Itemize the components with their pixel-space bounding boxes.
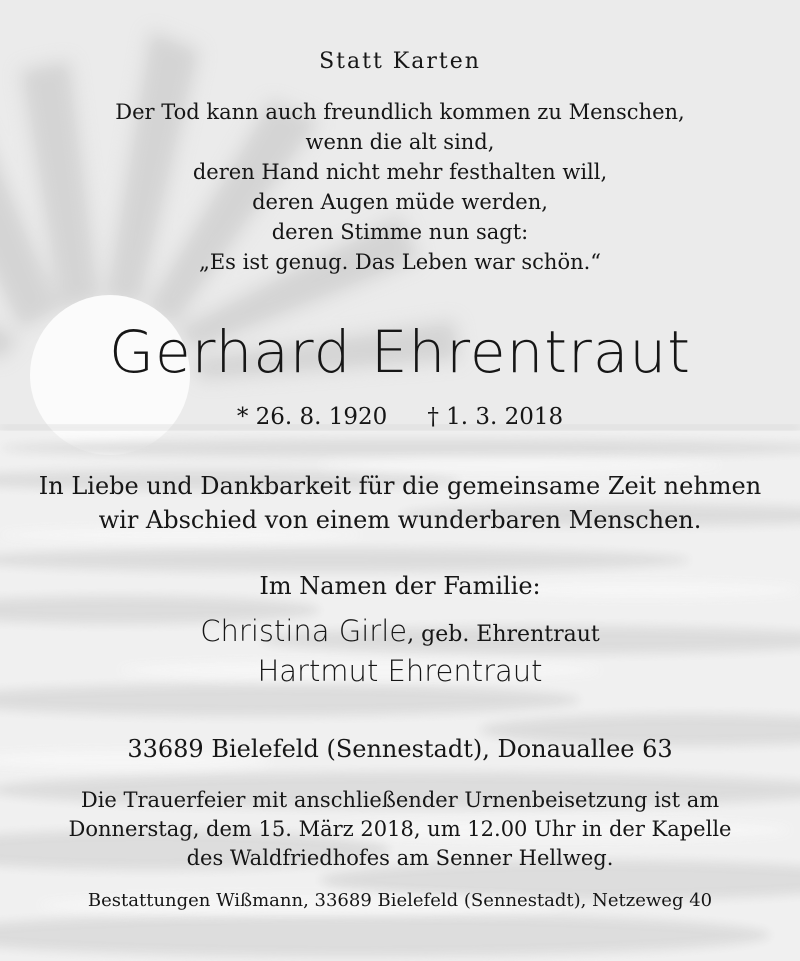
family-address: 33689 Bielefeld (Sennestadt), Donauallee 63: [127, 735, 673, 763]
family-member-name: Hartmut Ehrentraut: [257, 654, 543, 688]
funeral-home-footer: Bestattungen Wißmann, 33689 Bielefeld (Sennestadt), Netzeweg 40: [87, 890, 713, 911]
family-member: [0, 614, 800, 648]
funeral-info-line: Donnerstag, dem 15. März 2018, um 12.00 Uhr in der Kapelle: [68, 817, 732, 841]
poem-line: deren Augen müde werden,: [252, 190, 548, 214]
family-member-birth-name: , geb. Ehrentraut: [407, 622, 600, 647]
poem-line: Der Tod kann auch freundlich kommen zu Menschen,: [115, 100, 685, 124]
notice-header: Statt Karten: [319, 49, 481, 74]
funeral-info-line: des Waldfriedhofes am Senner Hellweg.: [186, 846, 614, 870]
thanks-line: wir Abschied von einem wunderbaren Menschen.: [98, 506, 702, 534]
deceased-name: Gerhard Ehrentraut: [109, 318, 691, 386]
family-member: [0, 654, 800, 688]
family-member-name: Christina Girle: [200, 614, 408, 648]
birth-date: * 26. 8. 1920: [236, 404, 388, 430]
thanks-line: In Liebe und Dankbarkeit für die gemeinsame Zeit nehmen: [38, 472, 762, 500]
life-dates: [0, 404, 800, 430]
poem-line: deren Hand nicht mehr festhalten will,: [192, 160, 608, 184]
poem-line: deren Stimme nun sagt:: [271, 220, 529, 244]
death-date: † 1. 3. 2018: [427, 404, 564, 430]
poem-line: wenn die alt sind,: [305, 130, 495, 154]
funeral-info-line: Die Trauerfeier mit anschließender Urnenbeisetzung ist am: [80, 788, 720, 812]
family-intro: Im Namen der Familie:: [259, 572, 541, 600]
poem-line: „Es ist genug. Das Leben war schön.“: [198, 250, 602, 274]
